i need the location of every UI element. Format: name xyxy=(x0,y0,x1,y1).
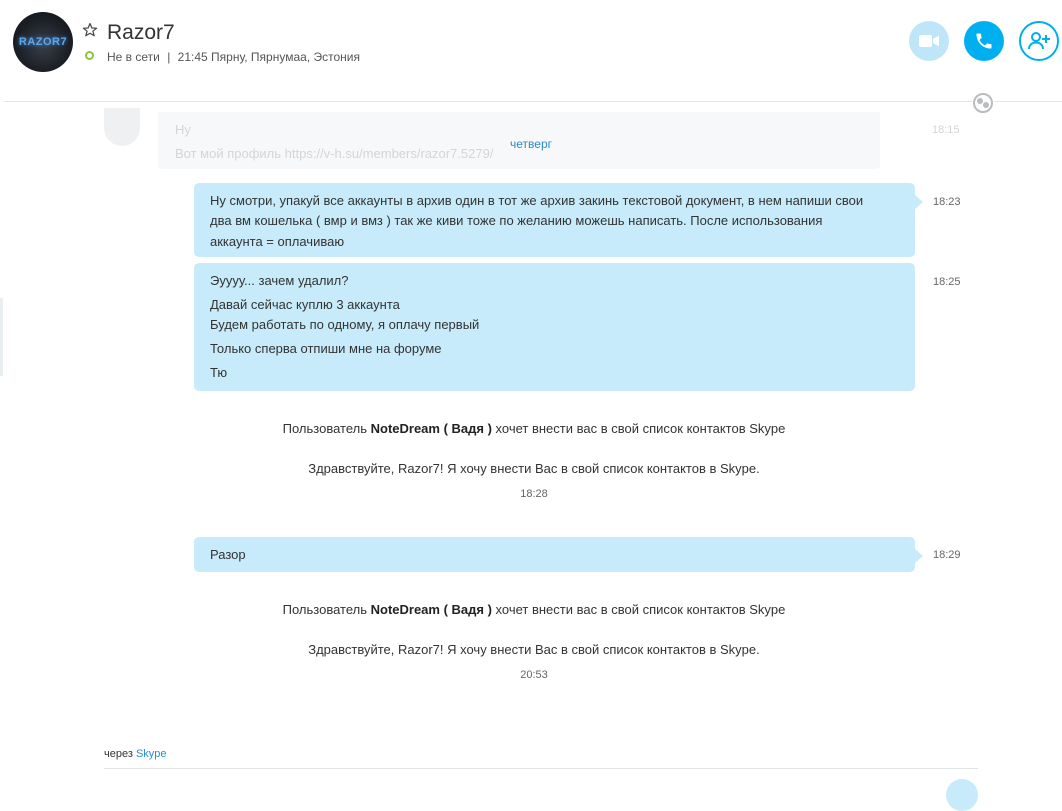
message-line: Ну xyxy=(175,122,191,137)
via-prefix: через xyxy=(104,748,133,760)
phone-icon xyxy=(974,31,994,51)
add-participants-button[interactable] xyxy=(1019,21,1059,61)
day-separator: четверг xyxy=(510,137,552,151)
status-separator: | xyxy=(167,50,171,64)
compose-action-button[interactable] xyxy=(946,779,978,811)
contact-request-notice xyxy=(194,602,874,617)
requesting-user-name[interactable]: NoteDream ( Вадя ) xyxy=(370,602,492,617)
message-line: Эуууу... зачем удалил? xyxy=(210,273,349,288)
presence-status-text: Не в сети xyxy=(107,50,160,64)
notice-suffix: хочет внести вас в свой список контактов Skype xyxy=(491,421,786,436)
video-camera-icon xyxy=(918,34,940,48)
web-globe-icon[interactable] xyxy=(972,92,994,114)
outgoing-message-bubble[interactable] xyxy=(194,183,915,257)
message-time: 18:25 xyxy=(933,276,961,288)
contact-name[interactable]: Razor7 xyxy=(107,21,175,44)
message-time: 18:29 xyxy=(933,549,961,561)
voice-call-button[interactable] xyxy=(964,21,1004,61)
sender-avatar xyxy=(104,108,140,146)
local-time-location: 21:45 Пярну, Пярнумаа, Эстония xyxy=(177,50,360,64)
message-line: Давай сейчас куплю 3 аккаунта xyxy=(210,297,400,312)
via-skype-label xyxy=(104,748,167,760)
message-line: Вот мой профиль https://v-h.su/members/razor7.5279/ xyxy=(175,146,494,161)
sidebar-edge xyxy=(0,298,3,376)
contact-request-greeting: Здравствуйте, Razor7! Я хочу внести Вас в свой список контактов в Skype. xyxy=(308,642,760,657)
message-time: 18:23 xyxy=(933,196,961,208)
requesting-user-name[interactable]: NoteDream ( Вадя ) xyxy=(370,421,492,436)
message-line: аккаунта = оплачиваю xyxy=(210,234,345,249)
notice-suffix: хочет внести вас в свой список контактов Skype xyxy=(491,602,786,617)
notice-time: 20:53 xyxy=(520,669,548,681)
video-call-button[interactable] xyxy=(909,21,949,61)
message-line: Тю xyxy=(210,365,228,380)
outgoing-message-bubble[interactable] xyxy=(194,537,915,572)
contact-avatar[interactable] xyxy=(13,12,73,72)
presence-status-icon xyxy=(85,51,94,60)
message-line: Разор xyxy=(210,547,246,562)
avatar-logo-text: RAZOR7 xyxy=(18,36,68,48)
notice-time: 18:28 xyxy=(520,488,548,500)
conversation-header xyxy=(0,0,1062,102)
contact-request-greeting: Здравствуйте, Razor7! Я хочу внести Вас в свой список контактов в Skype. xyxy=(308,461,760,476)
compose-divider xyxy=(104,768,978,769)
contact-request-notice xyxy=(194,421,874,436)
notice-prefix: Пользователь xyxy=(282,421,371,436)
message-line: Только сперва отпиши мне на форуме xyxy=(210,341,442,356)
message-line: Ну смотри, упакуй все аккаунты в архив один в тот же архив закинь текстовой документ, в нем напиши свои xyxy=(210,193,864,208)
message-line: два вм кошелька ( вмр и вмз ) так же киви тоже по желанию можешь написать. После использования xyxy=(210,213,823,228)
message-line: Будем работать по одному, я оплачу первый xyxy=(210,317,480,332)
message-time: 18:15 xyxy=(932,124,960,136)
contact-status-line xyxy=(107,50,360,64)
favorite-star-icon[interactable] xyxy=(82,22,98,38)
notice-prefix: Пользователь xyxy=(282,602,371,617)
add-person-icon xyxy=(1027,31,1051,51)
header-divider xyxy=(4,101,1062,102)
skype-link[interactable]: Skype xyxy=(135,748,167,760)
outgoing-message-bubble[interactable] xyxy=(194,263,915,391)
